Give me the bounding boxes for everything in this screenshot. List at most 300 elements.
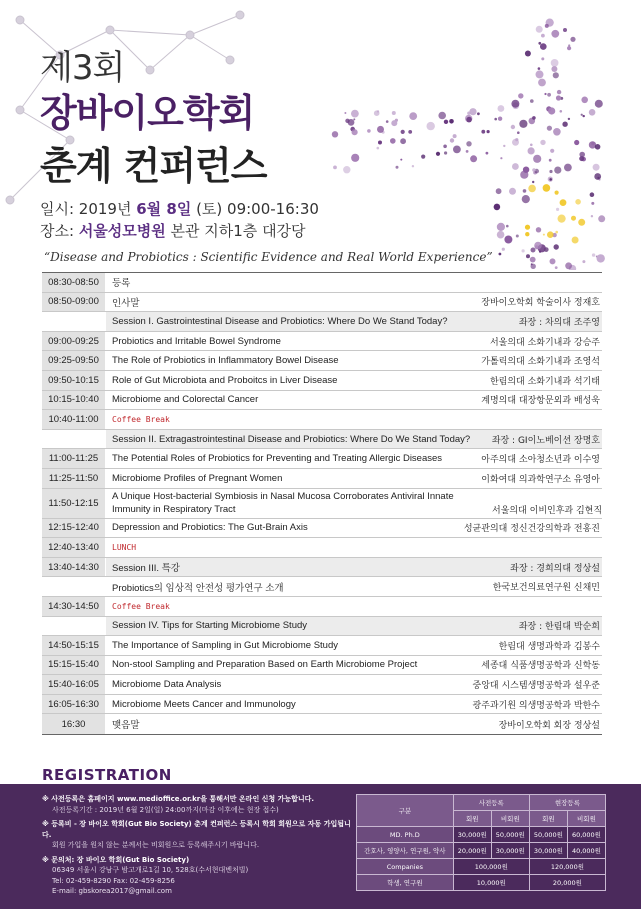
program-row <box>42 351 602 371</box>
figure-dot <box>523 167 529 173</box>
figure-dot <box>536 26 543 33</box>
session-chair: 좌장 : 차의대 조주영 <box>518 317 600 328</box>
program-title: Probiotics and Irritable Bowel Syndrome <box>112 335 281 347</box>
registration-line: 06349 서울시 강남구 밤고개로1길 10, 528호(수서현대벤처빌) <box>52 866 249 874</box>
figure-dot <box>401 130 405 134</box>
figure-dot <box>386 120 389 123</box>
program-time: 12:40-13:40 <box>42 538 106 557</box>
program-time <box>42 617 106 636</box>
figure-dot <box>496 188 502 194</box>
figure-dot <box>343 166 350 173</box>
figure-dot <box>568 118 570 120</box>
figure-dot <box>469 108 476 115</box>
figure-dot <box>538 42 541 45</box>
figure-dot <box>536 70 544 78</box>
figure-dot <box>391 120 397 126</box>
fee-nonmember-header: 비회원 <box>567 811 605 827</box>
figure-dot <box>541 57 544 60</box>
session-chair: 좌장 : GI이노베이션 장명호 <box>491 435 600 446</box>
program-title: Probiotics의 임상적 안전성 평가연구 소개 <box>112 582 284 594</box>
event-date <box>40 198 319 219</box>
program-title: Depression and Probiotics: The Gut-Brain Axis <box>112 522 308 534</box>
registration-line: ※ 문의처: 장 바이오 학회(Gut Bio Society) <box>42 855 190 864</box>
fee-pre-header: 사전등록 <box>453 795 529 811</box>
figure-dot <box>504 236 512 244</box>
figure-dot <box>511 125 515 129</box>
program-body <box>106 617 602 636</box>
event-venue <box>40 220 306 241</box>
program-title: Microbiome and Colorectal Cancer <box>112 394 259 406</box>
figure-dot <box>531 264 536 269</box>
program-title: 등록 <box>112 278 131 290</box>
figure-dot <box>519 120 527 128</box>
registration-line: Tel: 02-459-8290 Fax: 02-459-8256 <box>52 876 175 885</box>
program-row <box>42 519 602 539</box>
figure-dot <box>532 116 536 120</box>
program-body <box>106 391 602 410</box>
figure-dot <box>590 192 595 197</box>
figure-dot <box>557 90 561 94</box>
figure-dot <box>486 152 489 155</box>
figure-dot <box>466 117 472 123</box>
figure-dot <box>533 155 541 163</box>
figure-dot <box>578 219 585 226</box>
program-body <box>106 597 602 616</box>
figure-dot <box>531 248 536 253</box>
break-label: Coffee Break <box>112 414 170 424</box>
program-row <box>42 636 602 656</box>
figure-dot <box>499 253 502 256</box>
program-speaker: 한림대 생명과학과 김봉수 <box>498 641 600 652</box>
figure-dot <box>550 149 554 153</box>
figure-dot <box>528 147 535 154</box>
figure-dot <box>597 254 605 262</box>
program-row <box>42 391 602 411</box>
program-row <box>42 449 602 469</box>
figure-dot <box>390 138 396 144</box>
figure-dot <box>543 234 545 236</box>
figure-dot <box>594 173 601 180</box>
figure-dot <box>449 119 454 124</box>
break-row <box>42 538 602 558</box>
program-title: Session III. 특강 <box>112 563 180 575</box>
figure-dot <box>523 189 527 193</box>
fee-row-label: Companies <box>357 859 454 875</box>
registration-title: REGISTRATION <box>42 766 172 784</box>
session-chair: 좌장 : 한림대 박순희 <box>518 622 600 633</box>
figure-dot <box>522 249 525 252</box>
program-time: 16:05-16:30 <box>42 695 106 714</box>
figure-dot <box>554 244 559 249</box>
network-node <box>106 26 114 34</box>
figure-dot <box>560 110 563 113</box>
date-rest: (토) 09:00-16:30 <box>191 200 319 218</box>
figure-dot <box>344 112 346 114</box>
figure-dot <box>528 185 536 193</box>
figure-dot <box>522 195 530 203</box>
figure-dot <box>556 95 561 100</box>
fee-member-header: 회원 <box>529 811 567 827</box>
fee-cell: 10,000원 <box>453 875 529 891</box>
figure-dot <box>549 159 552 162</box>
venue-rest: 본관 지하1층 대강당 <box>165 222 306 240</box>
break-label: Coffee Break <box>112 601 170 611</box>
registration-line: 사전등록기간 : 2019년 6월 2일(일) 24:00까지(마감 이후에는 현장 접수) <box>52 805 279 814</box>
program-body <box>106 656 602 675</box>
program-body <box>106 371 602 390</box>
break-row <box>42 597 602 617</box>
program-speaker: 장바이오학회 회장 정상설 <box>498 720 600 731</box>
figure-dot <box>549 178 552 181</box>
program-row <box>42 469 602 489</box>
figure-dot <box>554 167 561 174</box>
figure-dot <box>550 258 556 264</box>
fee-row-label: MD. Ph.D <box>357 827 454 843</box>
figure-dot <box>544 93 546 95</box>
fee-cell: 40,000원 <box>567 843 605 859</box>
figure-dot <box>351 154 359 162</box>
figure-dot <box>579 152 585 158</box>
program-row <box>42 489 602 519</box>
figure-dot <box>549 170 552 173</box>
figure-dot <box>497 223 505 231</box>
program-speaker: 광주과기원 의생명공학과 박한수 <box>472 700 600 711</box>
figure-dot <box>470 155 477 162</box>
program-time: 08:30-08:50 <box>42 273 106 292</box>
venue-highlight: 서울성모병원 <box>78 222 166 240</box>
figure-dot <box>591 215 593 217</box>
program-body <box>106 636 602 655</box>
session-row <box>42 312 602 332</box>
program-speaker: 장바이오학회 학술이사 정재호 <box>481 298 600 309</box>
figure-dot <box>516 235 519 238</box>
program-title: Session II. Extragastrointestinal Disease and Probiotics: Where Do We Stand Today? <box>112 433 471 445</box>
figure-dot <box>443 145 447 149</box>
figure-dot <box>547 93 551 97</box>
program-speaker: 한국보건의료연구원 신채민 <box>492 583 600 594</box>
fee-cell: 30,000원 <box>491 843 529 859</box>
figure-dot <box>518 93 523 98</box>
program-body <box>106 332 602 351</box>
figure-dot <box>525 225 530 230</box>
break-label: LUNCH <box>112 542 137 552</box>
figure-dot <box>571 216 576 221</box>
program-time <box>42 577 106 596</box>
figure-dot <box>532 181 534 183</box>
program-time: 15:15-15:40 <box>42 656 106 675</box>
program-row <box>42 293 602 313</box>
figure-dot <box>538 79 546 87</box>
program-time: 13:40-14:30 <box>42 558 106 577</box>
figure-dot <box>500 157 502 159</box>
fee-cell: 100,000원 <box>453 859 529 875</box>
network-node <box>6 196 14 204</box>
figure-dot <box>582 260 585 263</box>
program-title: 맺음말 <box>112 720 140 732</box>
figure-dot <box>567 46 571 50</box>
hero-banner <box>0 0 641 270</box>
program-body <box>106 430 602 449</box>
figure-dot <box>427 122 435 130</box>
program-speaker: 아주의대 소아청소년과 이수영 <box>481 455 600 466</box>
program-body <box>106 675 602 694</box>
figure-dot <box>511 100 519 108</box>
fee-cell: 30,000원 <box>529 843 567 859</box>
figure-dot <box>555 191 559 195</box>
fee-row <box>357 875 606 891</box>
figure-dot <box>396 166 399 169</box>
figure-dot <box>530 257 536 263</box>
program-time: 12:15-12:40 <box>42 519 106 538</box>
network-node <box>226 56 234 64</box>
program-body <box>106 351 602 370</box>
fee-col-group: 구분 <box>357 795 454 827</box>
figure-dot <box>377 126 384 133</box>
registration-line: E-mail: gbskorea2017@gmail.com <box>52 887 172 895</box>
figure-dot <box>466 150 469 153</box>
figure-dot <box>540 140 545 145</box>
session-chair: 좌장 : 경희의대 정상설 <box>510 563 600 574</box>
program-body <box>106 558 602 577</box>
figure-dot <box>400 159 402 161</box>
figure-dot <box>553 128 561 136</box>
program-speaker: 세종대 식품생명공학과 신학동 <box>481 661 600 672</box>
program-time <box>42 430 106 449</box>
program-body <box>106 449 602 468</box>
program-time: 09:25-09:50 <box>42 351 106 370</box>
program-table <box>42 272 602 735</box>
figure-dot <box>565 262 572 269</box>
figure-dot <box>555 231 558 234</box>
network-line <box>150 35 190 70</box>
figure-dot <box>352 129 358 135</box>
program-title: Session I. Gastrointestinal Disease and Probiotics: Where Do We Stand Today? <box>112 315 448 327</box>
fee-cell: 60,000원 <box>567 827 605 843</box>
figure-dot <box>481 130 485 134</box>
figure-dot <box>453 146 461 154</box>
program-time: 11:50-12:15 <box>42 489 106 518</box>
figure-dot <box>453 134 457 138</box>
program-row <box>42 332 602 352</box>
figure-dot <box>548 107 555 114</box>
society-title: 장바이오학회 <box>40 91 255 135</box>
program-time: 14:50-15:15 <box>42 636 106 655</box>
program-speaker: 한림의대 소화기내과 석기태 <box>489 376 600 387</box>
figure-dot <box>497 231 505 239</box>
network-node <box>16 106 24 114</box>
figure-dot <box>534 242 542 250</box>
figure-dot <box>506 225 509 228</box>
fee-row <box>357 859 606 875</box>
program-title: The Importance of Sampling in Gut Microbiome Study <box>112 639 338 651</box>
figure-dot <box>444 120 448 124</box>
program-body <box>106 538 602 557</box>
registration-info <box>42 794 352 897</box>
figure-dot <box>572 237 579 244</box>
figure-dot <box>367 129 371 133</box>
figure-dot <box>562 122 567 127</box>
program-row <box>42 273 602 293</box>
program-body <box>106 293 602 312</box>
figure-dot <box>494 118 497 121</box>
figure-dot <box>541 34 545 38</box>
conference-theme: “Disease and Probiotics : Scientific Evidence and Real World Experience” <box>44 250 493 264</box>
figure-dot <box>532 168 536 172</box>
program-row <box>42 714 602 734</box>
break-row <box>42 410 602 430</box>
fee-row-label: 간호사, 영양사, 연구원, 약사 <box>357 843 454 859</box>
figure-dot <box>598 215 605 222</box>
figure-dot <box>540 43 547 50</box>
program-row <box>42 577 602 597</box>
figure-dot <box>551 66 557 72</box>
fee-cell: 50,000원 <box>529 827 567 843</box>
figure-dot <box>450 138 454 142</box>
network-line <box>110 30 190 35</box>
figure-dot <box>517 131 520 134</box>
figure-dot <box>591 202 594 205</box>
program-row <box>42 656 602 676</box>
figure-dot <box>377 110 379 112</box>
program-body <box>106 489 604 518</box>
figure-dot <box>345 119 349 123</box>
figure-dot <box>551 59 559 67</box>
figure-dot <box>563 28 567 32</box>
program-title: Session IV. Tips for Starting Microbiome Study <box>112 620 308 632</box>
program-body <box>106 469 602 488</box>
program-body <box>106 695 602 714</box>
figure-dot <box>503 145 505 147</box>
fee-member-header: 회원 <box>453 811 491 827</box>
figure-dot <box>412 165 414 167</box>
figure-dot <box>547 231 554 238</box>
figure-dot <box>525 51 531 57</box>
fee-cell: 20,000원 <box>453 843 491 859</box>
fee-row <box>357 827 606 843</box>
figure-dot <box>378 141 382 145</box>
conference-title: 춘계 컨퍼런스 <box>40 144 267 188</box>
figure-dot <box>333 166 337 170</box>
program-speaker: 서울의대 소화기내과 강승주 <box>489 337 600 348</box>
session-row <box>42 617 602 637</box>
fee-onsite-header: 현장등록 <box>529 795 605 811</box>
fee-table <box>356 794 606 891</box>
figure-dot <box>512 139 519 146</box>
program-speaker: 가톨릭의대 소화기내과 조영석 <box>481 357 600 368</box>
figure-dot <box>353 118 355 120</box>
program-time: 11:25-11:50 <box>42 469 106 488</box>
registration-line: 회원 가입을 원치 않는 분께서는 비회원으로 등록해주시기 바랍니다. <box>52 841 260 849</box>
figure-dot <box>494 204 501 211</box>
program-body <box>106 312 602 331</box>
figure-dot <box>536 227 541 232</box>
figure-dot <box>332 131 338 137</box>
program-time: 09:50-10:15 <box>42 371 106 390</box>
figure-dot <box>581 97 588 104</box>
date-label: 일시: 2019년 <box>40 200 137 218</box>
figure-dot <box>487 130 490 133</box>
figure-dot <box>581 114 583 116</box>
figure-dot <box>509 188 516 195</box>
figure-dot <box>526 254 530 258</box>
program-body <box>106 519 602 538</box>
program-title: Role of Gut Microbiota and Proboitcs in Liver Disease <box>112 374 338 386</box>
network-node <box>146 66 154 74</box>
figure-dot <box>589 109 596 116</box>
figure-dot <box>421 155 425 159</box>
registration-line: ※ 사전등록은 홈페이지 www.medioffice.or.kr을 통해서만 온라인 신청 가능합니다. <box>42 795 315 803</box>
figure-dot <box>438 112 446 120</box>
figure-dot <box>543 184 551 192</box>
figure-dot <box>466 141 471 146</box>
session-row <box>42 430 602 450</box>
figure-dot <box>538 67 541 70</box>
figure-dot <box>498 117 502 121</box>
figure-dot <box>400 138 406 144</box>
program-time: 15:40-16:05 <box>42 675 106 694</box>
figure-dot <box>351 110 359 118</box>
program-time: 16:30 <box>42 714 106 734</box>
figure-dot <box>558 215 566 223</box>
program-row <box>42 695 602 715</box>
figure-dot <box>593 164 600 171</box>
figure-dot <box>595 144 601 150</box>
registration-line: ※ 등록비 - 장 바이오 학회(Gut Bio Society) 춘계 컨퍼런스 등록시 학회 회원으로 자동 가입됩니다. <box>42 820 351 839</box>
figure-dot <box>409 112 417 120</box>
program-body <box>106 410 602 429</box>
program-title: Microbiome Data Analysis <box>112 679 222 691</box>
registration-panel <box>0 784 641 909</box>
program-speaker: 중앙대 시스템생명공학과 설우준 <box>472 681 600 692</box>
network-node <box>16 16 24 24</box>
figure-dot <box>551 30 559 38</box>
figure-dot <box>530 99 534 103</box>
network-line <box>190 35 230 60</box>
figure-dot <box>444 151 447 154</box>
figure-dot <box>525 232 529 236</box>
session-row <box>42 558 602 578</box>
figure-dot <box>570 37 575 42</box>
program-row <box>42 675 602 695</box>
fee-nonmember-header: 비회원 <box>491 811 529 827</box>
edition-label: 제3회 <box>40 48 125 88</box>
network-line <box>190 15 240 35</box>
program-speaker: 계명의대 대장항문외과 배성욱 <box>481 396 600 407</box>
program-title: The Role of Probiotics in Inflammatory Bowel Disease <box>112 355 339 367</box>
fee-row <box>357 843 606 859</box>
program-title: Microbiome Meets Cancer and Immunology <box>112 698 296 710</box>
figure-dot <box>553 72 559 78</box>
fee-cell: 20,000원 <box>529 875 605 891</box>
network-node <box>186 31 194 39</box>
figure-dot <box>377 147 380 150</box>
program-time: 11:00-11:25 <box>42 449 106 468</box>
figure-dot <box>545 24 549 28</box>
program-time: 10:40-11:00 <box>42 410 106 429</box>
program-time <box>42 312 106 331</box>
figure-dot <box>408 130 412 134</box>
program-title: The Potential Roles of Probiotics for Preventing and Treating Allergic Diseases <box>112 453 443 465</box>
figure-dot <box>436 152 440 156</box>
figure-dot <box>575 199 581 205</box>
date-highlight: 6월 8일 <box>136 200 192 218</box>
program-body <box>106 577 602 596</box>
venue-label: 장소: <box>40 222 79 240</box>
figure-dot <box>547 126 552 131</box>
program-row <box>42 371 602 391</box>
figure-dot <box>477 112 480 115</box>
figure-dot <box>512 163 519 170</box>
